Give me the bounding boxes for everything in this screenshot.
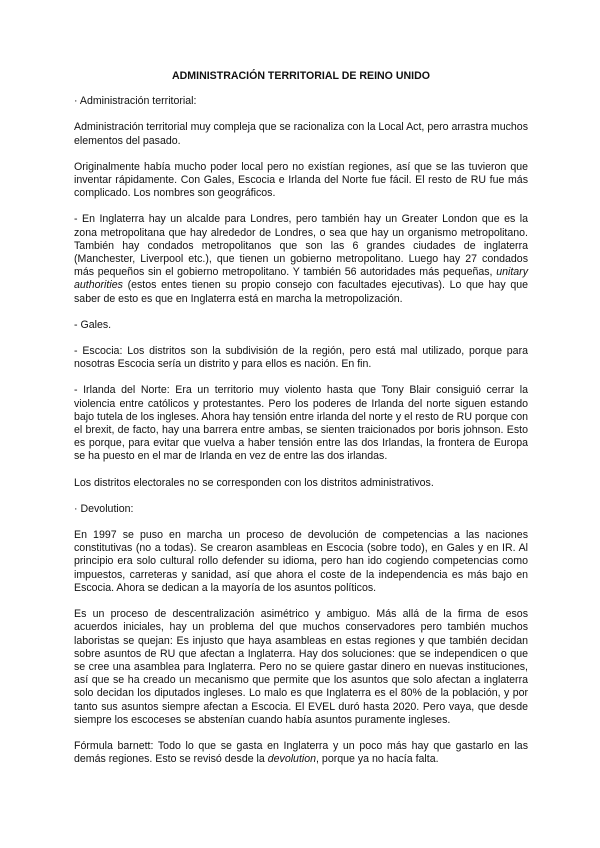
paragraph-regions: Originalmente había mucho poder local pero no existían regiones, así que se las tuvieron que inventar rápidamente. Con Gales, Escocia e Irlanda del Norte fue fácil. El resto de RU fue más complicado. Los nombres son geográficos.	[74, 160, 528, 200]
paragraph-escocia: - Escocia: Los distritos son la subdivisión de la región, pero está mal utilizado, porque para nosotras Escocia sería un distrito y para ellos es nación. En fin.	[74, 345, 528, 371]
inglaterra-text-start: - En Inglaterra hay un alcalde para Londres, pero también hay un Greater London que es la zona metropolitana que hay alrededor de Londres, o sea que hay un organismo metropolitano. También hay condados metropolitanos que son las 6 grandes ciudades de inglaterra (Manchester, Liverpool etc.), que tienen un gobierno metropolitano. Luego hay 27 condados más pequeños sin el gobierno metropolitano. Y también 56 autoridades más pequeñas,	[74, 213, 528, 279]
paragraph-asimetrico: Es un proceso de descentralización asimétrico y ambiguo. Más allá de la firma de esos acuerdos iniciales, hay un problema del que muchos conservadores pero también muchos laboristas se quejan: Es injusto que haya asambleas en estas regiones y que también decidan sobre asuntos de RU que afectan a Inglaterra. Hay dos soluciones: que se independicen o que se cree una asamblea para Inglaterra. Pero no se quiere gastar dinero en nuevas instituciones, así que se ha creado un mecanismo que permite que los asuntos que solo afectan a inglaterra solo decidan los diputados ingleses. Lo malo es que Inglaterra es el 80% de la población, y por tanto sus asuntos siempre afectan a Escocia. El EVEL duró hasta 2020. Pero vaya, que desde siempre los escoceses se abstenían cuando había asuntos puramente ingleses.	[74, 608, 528, 726]
paragraph-1997: En 1997 se puso en marcha un proceso de devolución de competencias a las naciones constitutivas (no a todas). Se crearon asambleas en Escocia (sobre todo), en Gales y en IR. Al principio era solo cultural rollo defender su idioma, pero han ido cogiendo competencias como impuestos, carreteras y sanidad, así que ahora el coste de la independencia es más bajo en Escocia. Ahora se dedican a la mayoría de los asuntos políticos.	[74, 529, 528, 594]
paragraph-gales: - Gales.	[74, 318, 112, 331]
paragraph-irlanda: - Irlanda del Norte: Era un territorio muy violento hasta que Tony Blair consiguió cerrar la violencia entre católicos y protestantes. Pero los poderes de Irlanda del norte siguen estando bajo tutela de los ingleses. Ahora hay tensión entre irlanda del norte y el resto de RU porque con el brexit, de facto, hay una barrera entre ambas, se sienten traicionados por boris johnson. Esto es porque, para evitar que vuelva a haber tensión entre las dos Irlandas, la frontera de Europa se ha puesto en el mar de Irlanda en vez de entre las dos irlandas.	[74, 384, 528, 463]
inglaterra-text-end: (estos entes tienen su propio consejo con facultades ejecutivas). Lo que hay que saber de esto es que en Inglaterra está en marcha la metropolización.	[74, 279, 528, 305]
paragraph-barnett	[74, 740, 528, 766]
paragraph-local-act: Administración territorial muy compleja que se racionaliza con la Local Act, pero arrastra muchos elementos del pasado.	[74, 121, 528, 147]
section-heading-devolution: · Devolution:	[74, 502, 134, 515]
section-heading-admin: · Administración territorial:	[74, 95, 197, 108]
unitary-authorities-term: unitary authorities	[74, 266, 528, 292]
paragraph-distritos: Los distritos electorales no se corresponden con los distritos administrativos.	[74, 476, 434, 489]
barnett-text-start: Fórmula barnett: Todo lo que se gasta en Inglaterra y un poco más hay que gastarlo en las demás regiones. Esto se revisó desde la	[74, 739, 528, 766]
paragraph-inglaterra	[74, 213, 528, 305]
page-title: ADMINISTRACIÓN TERRITORIAL DE REINO UNIDO	[172, 70, 430, 82]
barnett-text-end: , porque ya no hacía falta.	[316, 753, 439, 766]
devolution-term: devolution	[267, 753, 317, 766]
